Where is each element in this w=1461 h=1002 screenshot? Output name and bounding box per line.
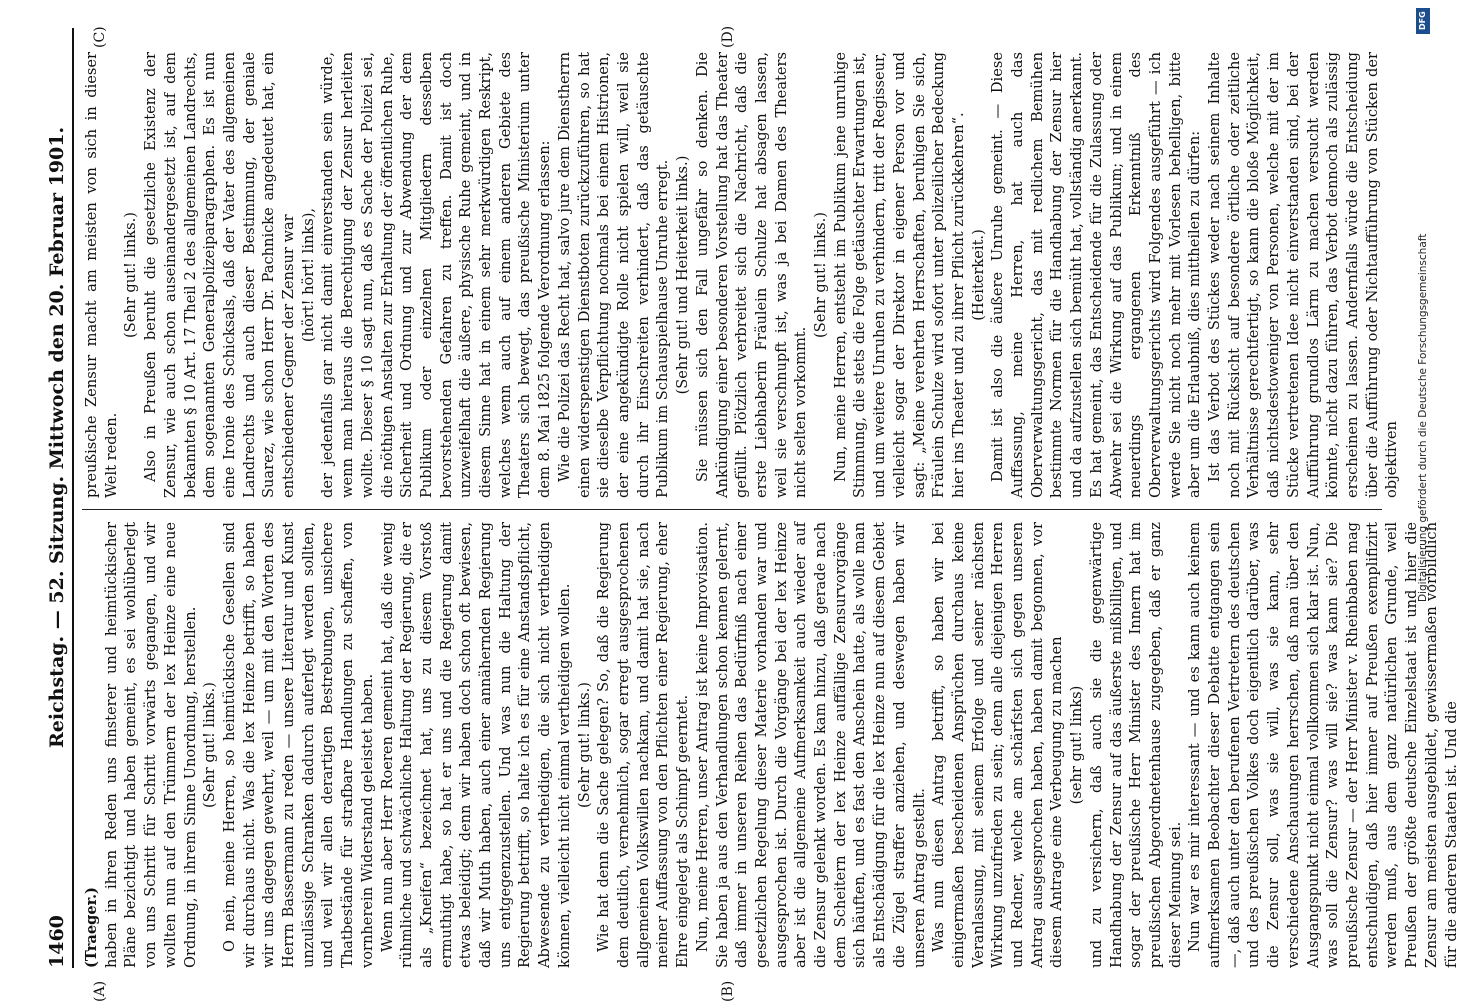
paragraph: Nun war es mir interessant — und es kann auch keinem aufmerksamen Beobachter dieser Debatte entgangen sein —, daß auch unter den berufenen Vertretern des deutschen und des preußischen Volkes doch eigentlich darüber, was die Zensur soll, was sie will, was sie kann, sehr verschiedene Anschauungen herrschen, daß man über den Ausgangspunkt nicht einmal vollkommen sich klar ist. Nun, was soll die Zensur? was will sie? was kann sie? Die preußische Zensur — der Herr Minister v. Rheinbaben mag entschuldigen, daß hier immer auf Preußen exemplifizirt werden muß, aus dem ganz natürlichen Grunde, weil Preußen der größte deutsche Einzelstaat ist und hier die Zensur am meisten ausgebildet, gewissermaßen vorbildlich für die anderen Staaten ist. Und die (1186, 522, 1460, 968)
paragraph: Nun, meine Herren, unser Antrag ist keine Improvisation. Sie haben ja aus den Verhandlungen schon kennen gelernt, daß immer in unseren Reihen das Bedürfniß nach einer gesetzlichen Regelung dieser Materie vorhanden war und ausgesprochen ist. Durch die Vorgänge bei der lex Heinze aber ist die allgemeine Aufmerksamkeit auch wieder auf die Zensur gelenkt worden. Es kam hinzu, daß gerade nach dem Scheitern der lex Heinze auffällige Zensurvorgänge sich häuften, und es fast den Anschein hatte, als wolle man als Entschädigung für die lex Heinze nun auf diesem Gebiet die Zügel straffer anziehen, und deswegen haben wir unseren Antrag gestellt. (693, 522, 928, 968)
interjection: (hört! hört! links), (299, 207, 317, 343)
paragraph: Damit ist also die äußere Unruhe gemeint. — Diese Auffassung, meine Herren, hat auch das Oberverwaltungsgericht, das mit redlichem Bemühen bestimmte Normen für die Handhabung der Zensur hier und da aufzustellen sich bemüht hat, vollständig anerkannt. Es hat gemeint, das Entscheidende für die Zulassung oder Abwehr sei die Wirkung auf das Publikum; und in einem neuerdings ergangenen Erkenntniß des Oberverwaltungsgerichts wird Folgendes ausgeführt — ich werde Sie nicht noch mehr mit Vorlesen behelligen, bitte aber um die Erlaubniß, dies mittheilen zu dürfen: (989, 52, 1204, 498)
margin-marker-b: (B) (720, 980, 736, 1002)
speaker-name: (Traeger.) (83, 887, 100, 968)
page-number: 1460 (46, 915, 68, 968)
paragraph: und zu versichern, daß auch sie die gegenwärtige Handhabung der Zensur auf das äußerste mißbilligen, und sogar der preußische Herr Minister des Innern hat im preußischen Abgeordnetenhause zugegeben, daß er ganz dieser Meinung sei. (1087, 522, 1184, 968)
margin-marker-a: (A) (92, 980, 108, 1002)
paragraph: haben in ihren Reden uns finsterer und heimtückischer Pläne bezichtigt und haben gemeint, es sei wohlüberlegt von uns Schritt für Schritt vorwärts gegangen, und wir wollten nun auf den Trümmern der lex Heinze eine neue Ordnung, in ihrem Sinne Unordnung, herstellen. (102, 522, 199, 968)
quotation: Ist das Verbot des Stückes weder nach seinem Inhalte noch mit Rücksicht auf besondere örtliche oder zeitliche Verhältnisse gerechtfertigt, so kann die bloße Möglichkeit, daß nichtsdestoweniger von Personen, welche mit der im Stücke vertretenen Idee nicht einverstanden sind, bei der Aufführung grundlos Lärm zu machen versucht werden könnte, nicht dazu führen, das Verbot dennoch als zulässig erscheinen zu lassen. Andernfalls würde die Entscheidung über die Aufführung oder Nichtaufführung von Stücken der objektiven (1206, 52, 1401, 498)
margin-marker-c: (C) (92, 26, 108, 48)
interjection: (Sehr gut! links.) (575, 682, 593, 808)
page-header (40, 28, 74, 968)
page-title: Reichstag. — 52. Sitzung. Mittwoch den 20. Februar 1901. (46, 126, 68, 748)
credit-text: Digitalisierung gefördert durch die Deutsche Forschungsgemeinschaft (1417, 233, 1429, 602)
paragraph: Wie hat denn die Sache gelegen? So, daß die Regierung dem deutlich, vernehmlich, sogar erregt ausgesprochenen allgemeinen Volkswillen nachkam, und damit hat sie, nach meiner Auffassung von den Pflichten einer Regierung, eher Ehre eingelegt als Schimpf geerntet. (595, 522, 692, 968)
digitization-credit (1416, 8, 1430, 992)
interjection: (Sehr gut! links.) (122, 212, 140, 338)
paragraph: preußische Zensur macht am meisten von sich in dieser Welt reden. (83, 52, 120, 498)
paragraph: Also in Preußen beruht die gesetzliche Existenz der Zensur, wie auch schon auseinandergesetzt ist, auf dem bekannten § 10 Art. 17 Theil 2 des allgemeinen Landrechts, dem sogenannten Generalpolizeiparagraphen. Es ist nun eine Ironie des Schicksals, daß der Vater des allgemeinen Landrechts und auch dieser Bestimmung, der geniale Suarez, wie schon Herr Dr. Pachnicke angedeutet hat, ein entschiedener Gegner der Zensur war (142, 52, 298, 498)
header-rule (72, 28, 74, 968)
paragraph: Nun, meine Herren, entsteht im Publikum jene unruhige Stimmung, die stets die Folge getäuschter Erwartungen ist, und um weitere Unruhen zu verhindern, tritt der Regisseur, vielleicht sogar der Direktor in eigener Person vor und sagt: „Meine verehrten Herrschaften, beruhigen Sie sich, Fräulein Schulze wird sofort unter polizeilicher Bedeckung hier ins Theater und zu ihrer Pflicht zurückkehren“. (831, 52, 967, 498)
interjection: (Sehr gut! und Heiterkeit links.) (674, 155, 692, 395)
left-column (82, 522, 1460, 968)
interjection: (Sehr gut! links.) (812, 212, 830, 338)
paragraph: Wenn nun aber Herr Roeren gemeint hat, daß die wenig rühmliche und schwächliche Haltung der Regierung, die er als „Kneifen“ bezeichnet hat, uns zu diesem Vorstoß ermuthigt habe, so hat er uns und die Regierung damit etwas beleidigt; denn wir haben doch schon oft bewiesen, daß wir Muth haben, auch einer annähernden Regierung uns entgegenzustellen. Und was nun die Haltung der Regierung betrifft, so halte ich es für eine Anstandspflicht, Abwesende zu vertheidigen, die sich nicht vertheidigen können, vielleicht nicht einmal vertheidigen wollen. (378, 522, 573, 968)
margin-marker-d: (D) (720, 25, 736, 48)
interjection: (Heiterkeit.) (969, 229, 987, 321)
interjection: (sehr gut! links) (1068, 685, 1086, 805)
interjection: (Sehr gut! links.) (201, 682, 219, 808)
dfg-logo: DFG (1416, 8, 1430, 34)
right-column (82, 52, 1401, 498)
column-divider (82, 509, 1382, 510)
paragraph: O nein, meine Herren, so heimtückische Gesellen sind wir durchaus nicht. Was die lex Heinze betrifft, so haben wir uns dagegen gewehrt, weil — um mit den Worten des Herrn Bassermann zu reden — unsere Literatur und Kunst unzulässige Schranken dadurch auferlegt werden sollten, und weil wir allen derartigen Bestrebungen, unsichere Thatbestände für strafbare Handlungen zu schaffen, von vornherein Widerstand geleistet haben. (220, 522, 376, 968)
paragraph: der jedenfalls gar nicht damit einverstanden sein würde, wenn man hieraus die Berechtigung der Zensur herleiten wollte. Dieser § 10 sagt nun, daß es Sache der Polizei sei, die nöthigen Anstalten zur Erhaltung der öffentlichen Ruhe, Sicherheit und Ordnung und zur Abwendung der dem Publikum oder einzelnen Mitgliedern desselben bevorstehenden Gefahren zu treffen. Damit ist doch unzweifelhaft die äußere, physische Ruhe gemeint, und in diesem Sinne hat in einem sehr merkwürdigen Reskript, welches wenn auch auf einem anderen Gebiete des Theaters sich bewegt, das preußische Ministerium unter dem 8. Mai 1825 folgende Verordnung erlassen: (319, 52, 554, 498)
paragraph: Was nun diesen Antrag betrifft, so haben wir bei einigermaßen bescheidenen Ansprüchen durchaus keine Veranlassung, mit seinem Erfolge und seiner nächsten Wirkung unzufrieden zu sein; denn alle diejenigen Herren und Redner, welche am schärfsten sich gegen unseren Antrag ausgesprochen haben, haben damit begonnen, vor diesem Antrage eine Verbeugung zu machen (930, 522, 1066, 968)
quotation: Wie die Polizei das Recht hat, salvo jure dem Dienstherrn einen widerspenstigen Dienstboten zurückzuführen, so hat sie dieselbe Verpflichtung nochmals bei einem Histrionen, der eine angekündigte Rolle nicht spielen will, weil sie durch ihr Einschreiten verhindert, daß das getäuschte Publikum im Schauspielhause Unruhe erregt. (555, 52, 672, 498)
paragraph: Sie müssen sich den Fall ungefähr so denken. Die Ankündigung einer besonderen Vorstellung hat das Theater gefüllt. Plötzlich verbreitet sich die Nachricht, daß die erste Liebhaberin Fräulein Schulze hat absagen lassen, weil sie verschnupft ist, was ja bei Damen des Theaters nicht selten vorkommt. (693, 52, 810, 498)
